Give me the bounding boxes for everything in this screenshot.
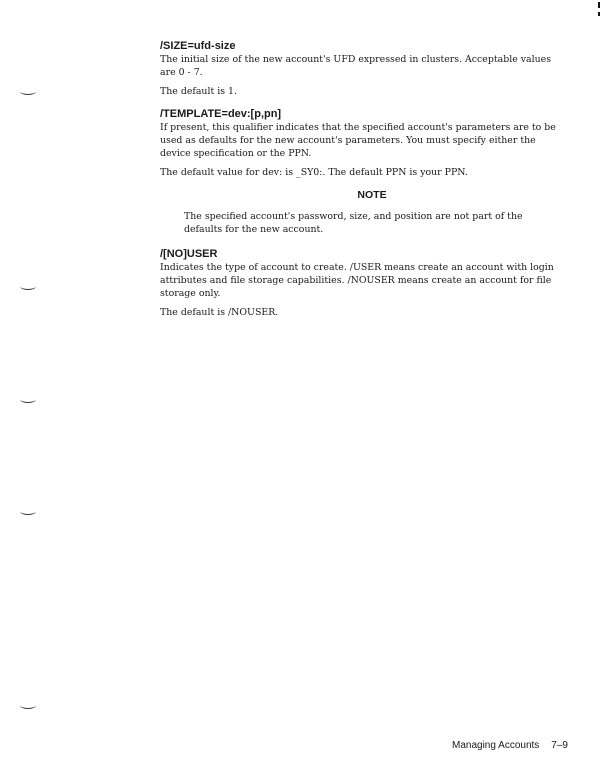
footer-page-number: 7–9 (551, 740, 568, 751)
punch-hole-mark (20, 88, 36, 95)
paragraph: The default is /NOUSER. (160, 307, 279, 318)
scan-edge-mark (598, 12, 600, 16)
scan-edge-mark (598, 2, 600, 8)
punch-hole-mark (20, 508, 36, 515)
paragraph: The initial size of the new account's UFD expressed in clusters. Acceptable values are 0 - 7. (160, 54, 552, 78)
note-body: The specified account's password, size, and position are not part of the defaults for the new account. (184, 211, 523, 235)
punch-hole-mark (20, 396, 36, 403)
page-footer (452, 740, 568, 751)
qualifier-heading: /[NO]USER (160, 248, 218, 260)
qualifier-section-size (160, 40, 560, 98)
qualifier-section-template (160, 108, 560, 236)
paragraph: Indicates the type of account to create. /USER means create an account with login attributes and file storage capabilities. /NOUSER means create an account for file storage only. (160, 262, 554, 299)
paragraph: If present, this qualifier indicates that the specified account's parameters are to be used as defaults for the new account's parameters. You must specify either the device specification or the PPN. (160, 122, 556, 159)
note-title: NOTE (357, 189, 387, 201)
main-content (160, 40, 560, 329)
punch-hole-mark (20, 283, 36, 290)
paragraph: The default is 1. (160, 86, 237, 97)
qualifier-heading: /TEMPLATE=dev:[p,pn] (160, 108, 282, 120)
qualifier-section-user (160, 248, 560, 319)
footer-chapter-title: Managing Accounts (452, 740, 540, 751)
punch-hole-mark (20, 702, 36, 709)
qualifier-heading: /SIZE=ufd-size (160, 40, 236, 52)
paragraph: The default value for dev: is _SY0:. The default PPN is your PPN. (160, 167, 468, 178)
